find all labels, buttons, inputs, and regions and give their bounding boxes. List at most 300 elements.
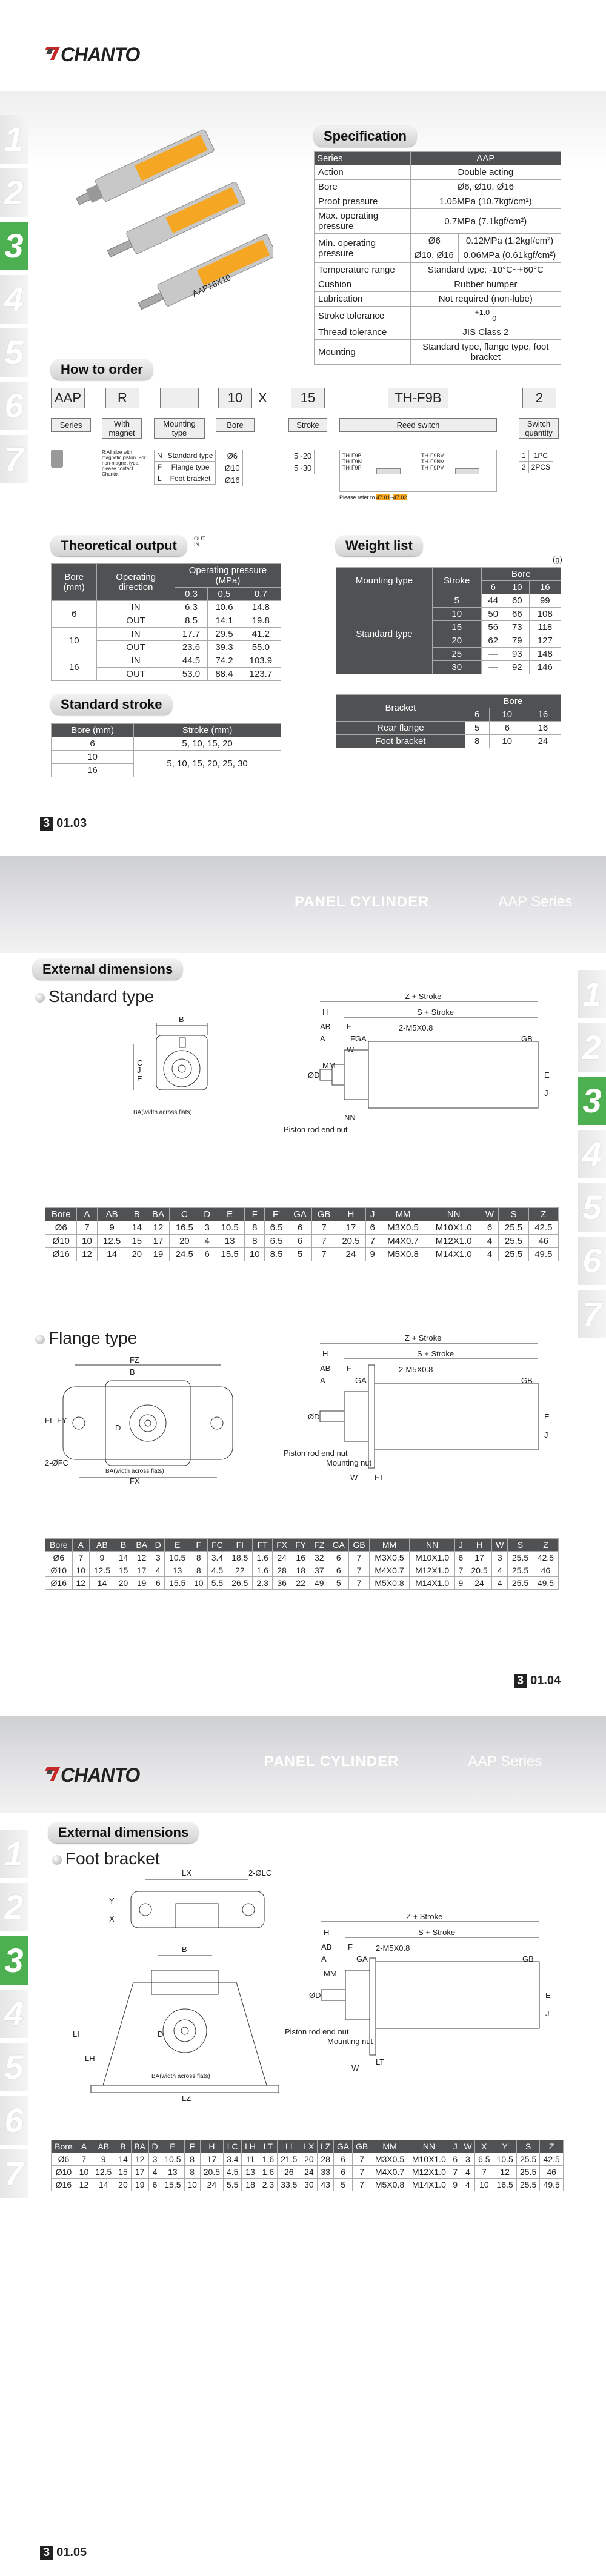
table-cell: 24 [467,1577,492,1590]
table-cell: 25.5 [499,1235,528,1248]
table-header: LT [259,2140,277,2153]
code-series: AAP [51,388,85,408]
table-cell: 17 [147,1235,169,1248]
table-header: S [516,2140,539,2153]
table-header: Y [493,2140,516,2153]
svg-text:Z + Stroke: Z + Stroke [405,993,442,1001]
section-tabs [578,970,606,1343]
table-cell: M5X0.8 [369,1577,409,1590]
tab-6[interactable]: 6 [578,1237,606,1285]
table-header: Z [540,2140,564,2153]
specification-section [314,126,416,147]
table-cell: 8 [245,1221,265,1235]
table-cell: 17 [467,1552,492,1564]
table-cell: M3X0.5 [371,2153,408,2166]
svg-text:2-ØFC: 2-ØFC [45,1458,68,1467]
table-cell: 10 [184,2179,200,2191]
table-cell: 28 [318,2153,334,2166]
chanto-logo: CHANTO [40,44,139,66]
table-cell: 15 [115,2166,131,2179]
svg-text:GA: GA [355,1034,367,1043]
table-cell: 7 [455,1564,467,1577]
spec-value: Ø6, Ø10, Ø16 [410,180,561,194]
spec-title: Specification [314,126,416,147]
table-cell: 15 [127,1235,147,1248]
table-header: GB [349,1539,370,1552]
table-cell: 6 [288,1235,312,1248]
svg-text:J: J [544,1430,548,1439]
table-cell: 18.5 [227,1552,253,1564]
table-header: NN [427,1208,481,1221]
table-row [45,1235,559,1248]
table-cell: 9 [450,2179,461,2191]
table-cell: 24 [336,1248,365,1261]
weight-unit: (g) [553,555,562,564]
svg-text:MM: MM [324,1969,337,1978]
section-tabs [0,115,28,488]
svg-text:GB: GB [522,1954,534,1964]
table-cell: 22 [227,1564,253,1577]
tab-6[interactable]: 6 [0,382,28,430]
table-cell: M5X0.8 [371,2179,408,2191]
spec-label: Lubrication [315,292,411,307]
table-cell: 7 [475,2166,493,2179]
svg-text:ØD: ØD [308,1071,320,1080]
table-cell: 30 [301,2179,318,2191]
stroke-table: Bore (mm) Stroke (mm) 6 5, 10, 15, 20 10 5, 10, 15, 20, 25, 30 16 [51,723,281,777]
tab-1[interactable]: 1 [0,1830,28,1878]
table-cell: 36 [273,1577,291,1590]
table-cell: 49.5 [540,2179,564,2191]
table-cell: 7 [312,1248,336,1261]
band-series: AAP Series [468,1753,542,1770]
table-cell: 42.5 [528,1221,558,1235]
table-cell: 10 [77,1235,97,1248]
table-cell: 16.5 [493,2179,516,2191]
table-header: FT [253,1539,273,1552]
table-cell: 6 [148,2179,161,2191]
table-cell: 46 [533,1564,558,1577]
table-cell: 4 [152,1564,165,1577]
flange-dim-table [45,1538,559,1590]
table-cell: 20.5 [200,2166,223,2179]
table-cell: 12 [131,2153,148,2166]
table-cell: Ø10 [45,1235,77,1248]
svg-text:GA: GA [356,1954,368,1964]
svg-text:A: A [321,1954,327,1964]
table-cell: 13 [242,2166,259,2179]
svg-text:2-M5X0.8: 2-M5X0.8 [376,1944,410,1953]
spec-label: Cushion [315,277,411,292]
svg-text:W: W [351,2063,359,2073]
tab-3[interactable]: 3 [578,1077,606,1125]
flange-type-title: Flange type [35,1329,137,1348]
table-cell: 6 [328,1564,349,1577]
svg-text:A: A [320,1034,325,1043]
table-cell: 43 [318,2179,334,2191]
table-cell: 49 [310,1577,328,1590]
svg-text:FT: FT [375,1473,384,1482]
standard-front-view [109,1011,242,1132]
label-mounting: Mounting type [154,418,205,439]
table-header: Bore [45,1539,73,1552]
table-cell: 2.3 [253,1577,273,1590]
table-cell: M12X1.0 [410,1564,455,1577]
label-bore: Bore [216,418,255,432]
svg-text:S + Stroke: S + Stroke [417,1007,454,1017]
spec-label: Stroke tolerance [315,307,411,325]
svg-text:Z + Stroke: Z + Stroke [405,1335,442,1343]
table-header: GA [334,2140,353,2153]
table-cell: 6 [481,1221,499,1235]
spec-value: Standard type, flange type, foot bracket [410,340,561,365]
table-cell: 6 [334,2153,353,2166]
table-cell: 6.5 [475,2153,493,2166]
theo-table: Bore (mm) Operating direction Operating pressure (MPa) 0.3 0.5 0.7 6 IN 6.3 10.6 14.8 OUT 8.5 14.1 19.8 10 IN 17.7 29.5 41.2 OUT 23.6 39.3 55.0 16 IN 44.5 74.2 103.9 OUT 53.0 88.4 123.7 [51,563,281,681]
spec-label: Min. operating pressure [315,234,411,263]
tab-4[interactable]: 4 [0,1990,28,2038]
svg-text:E: E [544,1412,550,1421]
table-cell: 12 [77,1248,97,1261]
svg-text:LI: LI [73,2030,79,2039]
svg-text:Y: Y [109,1896,115,1905]
table-cell: M5X0.8 [379,1248,427,1261]
svg-text:S + Stroke: S + Stroke [417,1349,454,1358]
table-cell: 7 [312,1235,336,1248]
table-header: LZ [318,2140,334,2153]
spec-table [314,151,561,365]
spec-label: Thread tolerance [315,325,411,340]
svg-text:Piston rod end nut: Piston rod end nut [284,1125,348,1134]
table-header: H [467,1539,492,1552]
table-cell: 17 [132,1564,152,1577]
table-cell: 6.5 [265,1235,288,1248]
table-cell: 7 [450,2166,461,2179]
table-cell: 6 [450,2153,461,2166]
table-header: J [450,2140,461,2153]
table-header: LI [278,2140,301,2153]
table-header: E [165,1539,190,1552]
table-cell: 10 [190,1577,207,1590]
table-cell: 24 [273,1552,291,1564]
svg-text:FX: FX [130,1476,140,1486]
table-cell: 4 [461,2166,475,2179]
spec-label: Bore [315,180,411,194]
table-cell: 6.5 [265,1221,288,1235]
label-stroke: Stroke [288,418,327,432]
svg-text:BA(width across flats): BA(width across flats) [133,1109,192,1116]
tab-3[interactable]: 3 [0,1936,28,1985]
switch-box: TH-F9B TH-F9N TH-F9P TH-F9BV TH-F9NV TH-F9PV [339,450,497,492]
table-cell: 4 [481,1235,499,1248]
svg-text:X: X [109,1914,115,1924]
table-cell: 14 [127,1221,147,1235]
table-cell: 25.5 [516,2166,539,2179]
svg-text:H: H [324,1928,330,1937]
table-cell: Ø6 [45,1221,77,1235]
table-cell: 12 [76,2179,92,2191]
table-header: FX [273,1539,291,1552]
table-cell: 20 [127,1248,147,1261]
table-cell: M10X1.0 [427,1221,481,1235]
table-header: LX [301,2140,318,2153]
table-cell: 5.5 [224,2179,242,2191]
table-cell: 14 [89,1577,115,1590]
table-cell: 15 [115,1564,132,1577]
table-header: Bore [52,2140,76,2153]
svg-text:ØD: ØD [309,1991,321,2000]
table-cell: 7 [349,1552,370,1564]
table-cell: 4 [199,1235,215,1248]
table-cell: 17 [336,1221,365,1235]
label-series: Series [51,418,91,432]
table-cell: 1.6 [253,1564,273,1577]
spec-value: 0.7MPa (7.1kgf/cm²) [410,209,561,234]
tab-1[interactable]: 1 [578,970,606,1018]
table-header: GA [328,1539,349,1552]
tab-7[interactable]: 7 [0,2149,28,2198]
foot-front-view [61,1946,291,2103]
stroke-options: 5~20 5~30 [291,450,315,474]
table-cell: 13 [165,1564,190,1577]
table-header: Bore [45,1208,77,1221]
std-dim-table [45,1207,559,1261]
table-cell: 5.5 [207,1577,227,1590]
table-header: BA [132,1539,152,1552]
switch-note: Please refer to 47.01~47.02 [339,494,407,500]
tab-4[interactable]: 4 [0,275,28,324]
how-to-order-title: How to order [51,359,153,380]
svg-text:FZ: FZ [130,1356,139,1364]
svg-text:AB: AB [320,1364,331,1373]
table-cell: 6 [328,1552,349,1564]
spec-value: 0.12MPa (1.2kgf/cm²) [458,234,561,248]
tab-4[interactable]: 4 [578,1130,606,1178]
table-row [45,1248,559,1261]
table-header: FZ [310,1539,328,1552]
table-cell: 7 [349,1564,370,1577]
tab-5[interactable]: 5 [0,2043,28,2091]
table-header: W [492,1539,508,1552]
tab-3[interactable]: 3 [0,222,28,270]
tab-5[interactable]: 5 [578,1183,606,1232]
table-cell: Ø10 [45,1564,73,1577]
table-header: D [152,1539,165,1552]
order-options [51,450,560,516]
table-header: F [245,1208,265,1221]
table-cell: 25.5 [516,2153,539,2166]
spec-value: Not required (non-lube) [410,292,561,307]
table-cell: 9 [455,1577,467,1590]
table-cell: 8.5 [265,1248,288,1261]
table-cell: 6 [199,1248,215,1261]
spec-label: Mounting [315,340,411,365]
table-cell: Ø16 [52,2179,76,2191]
page-01-03 [0,0,606,856]
product-image [67,97,273,327]
tab-6[interactable]: 6 [0,2096,28,2145]
svg-text:LZ: LZ [182,2094,191,2103]
table-row [45,1552,559,1564]
table-header: S [499,1208,528,1221]
table-cell: M4X0.7 [371,2166,408,2179]
table-cell: 10.5 [493,2153,516,2166]
svg-text:LT: LT [376,2057,385,2066]
table-header: LC [224,2140,242,2153]
table-row [45,1221,559,1235]
table-header: X [475,2140,493,2153]
table-cell: 14 [115,1552,132,1564]
table-cell: 10 [245,1248,265,1261]
table-cell: 49.5 [528,1248,558,1261]
table-header: F [190,1539,207,1552]
table-cell: 9 [89,1552,115,1564]
page-number: 3 01.03 [40,817,87,831]
table-cell: 33.5 [278,2179,301,2191]
table-cell: 37 [310,1564,328,1577]
standard-side-view [284,993,568,1138]
table-cell: 12 [147,1221,169,1235]
svg-text:J: J [545,2009,550,2018]
tab-2[interactable]: 2 [0,168,28,217]
table-header: F [184,2140,200,2153]
svg-text:BA(width across flats): BA(width across flats) [152,2073,210,2080]
bore-options: Ø6 Ø10 Ø16 [222,450,243,486]
table-cell: 26 [278,2166,301,2179]
table-cell: 4.5 [224,2166,242,2179]
flange-side-view [284,1335,568,1486]
table-cell: 19 [147,1248,169,1261]
svg-text:W: W [350,1473,358,1482]
table-cell: 15.5 [161,2179,184,2191]
table-header: B [115,2140,131,2153]
table-header: BA [147,1208,169,1221]
magnet-note: R:All size with magnetic piston. For non-magnet type, please contact Chanto. [102,450,146,477]
svg-text:E: E [545,1991,551,2000]
svg-text:FY: FY [57,1416,67,1425]
table-row [45,1564,559,1577]
table-header: J [455,1539,467,1552]
table-cell: 19 [132,1577,152,1590]
mount-table: N Standard type F Flange type L Foot bracket [154,450,216,485]
table-cell: 8 [190,1552,207,1564]
table-cell: M14X1.0 [427,1248,481,1261]
svg-text:F: F [348,1942,353,1951]
table-cell: 9 [92,2153,115,2166]
table-header: W [481,1208,499,1221]
table-header: D [199,1208,215,1221]
table-cell: 12.5 [92,2166,115,2179]
table-header: MM [371,2140,408,2153]
spec-value: JIS Class 2 [410,325,561,340]
code-magnet: R [105,388,139,408]
spec-value: Ø10, Ø16 [410,248,458,263]
table-header: S [508,1539,533,1552]
table-header: GB [312,1208,336,1221]
table-cell: 13 [215,1235,244,1248]
svg-text:H: H [322,1349,328,1358]
ext-dim-title: External dimensions [48,1822,198,1843]
table-cell: 26.5 [227,1577,253,1590]
svg-text:2-ØLC: 2-ØLC [248,1868,272,1877]
table-header: F' [265,1208,288,1221]
svg-text:MM: MM [322,1061,336,1070]
table-header: MM [379,1208,427,1221]
table-cell: 20.5 [467,1564,492,1577]
table-cell: 5 [328,1577,349,1590]
table-cell: 22 [291,1577,310,1590]
label-switch: Reed switch [339,418,497,432]
table-cell: 18 [242,2179,259,2191]
table-header: W [461,2140,475,2153]
tab-1[interactable]: 1 [0,115,28,164]
spec-value: 0.06MPa (0.61kgf/cm²) [458,248,561,263]
table-header: H [200,2140,223,2153]
tab-7[interactable]: 7 [578,1290,606,1338]
code-mounting [160,388,199,408]
table-cell: 33 [318,2166,334,2179]
svg-text:Mounting nut: Mounting nut [327,2037,373,2046]
table-cell: 7 [353,2166,371,2179]
bracket-weight-table: Bracket Bore 6 10 16 Rear flange 5 6 16 Foot bracket 8 10 24 [336,694,561,748]
table-cell: 17 [200,2153,223,2166]
table-cell: 13 [161,2166,184,2179]
table-cell: 1.6 [259,2166,277,2179]
table-cell: 3.4 [207,1552,227,1564]
svg-text:GB: GB [521,1034,533,1043]
tab-2[interactable]: 2 [0,1883,28,1931]
table-cell: M3X0.5 [379,1221,427,1235]
table-cell: 3 [152,1552,165,1564]
tab-7[interactable]: 7 [0,435,28,483]
table-cell: 2.3 [259,2179,277,2191]
table-cell: 1.6 [259,2153,277,2166]
code-switch: TH-F9B [388,388,448,408]
table-cell: 12 [72,1577,89,1590]
table-header: LH [242,2140,259,2153]
band-title: PANEL CYLINDER [264,1753,399,1770]
page-01-04 [0,856,606,1716]
table-cell: 3 [199,1221,215,1235]
table-header: H [336,1208,365,1221]
table-cell: 6 [366,1221,379,1235]
switch-icon [376,468,401,474]
table-cell: 7 [72,1552,89,1564]
table-cell: 21.5 [278,2153,301,2166]
switch-icon [455,468,479,474]
code-qty: 2 [522,388,556,408]
table-cell: 5 [334,2179,353,2191]
table-cell: 10.5 [161,2153,184,2166]
table-cell: 24 [301,2166,318,2179]
tab-2[interactable]: 2 [578,1023,606,1072]
spec-label: Proof pressure [315,194,411,209]
table-cell: 6 [334,2166,353,2179]
table-cell: 6 [455,1552,467,1564]
table-cell: 4 [492,1564,508,1577]
theoretical-output-title: Theoretical output [51,536,187,556]
table-cell: 10 [76,2166,92,2179]
table-cell: 18 [291,1564,310,1577]
svg-text:J: J [544,1089,548,1098]
table-cell: 46 [528,1235,558,1248]
table-header: A [76,2140,92,2153]
svg-text:S + Stroke: S + Stroke [418,1928,456,1937]
table-cell: 3.4 [224,2153,242,2166]
tab-5[interactable]: 5 [0,328,28,377]
table-cell: 15.5 [165,1577,190,1590]
table-cell: 49.5 [533,1577,558,1590]
